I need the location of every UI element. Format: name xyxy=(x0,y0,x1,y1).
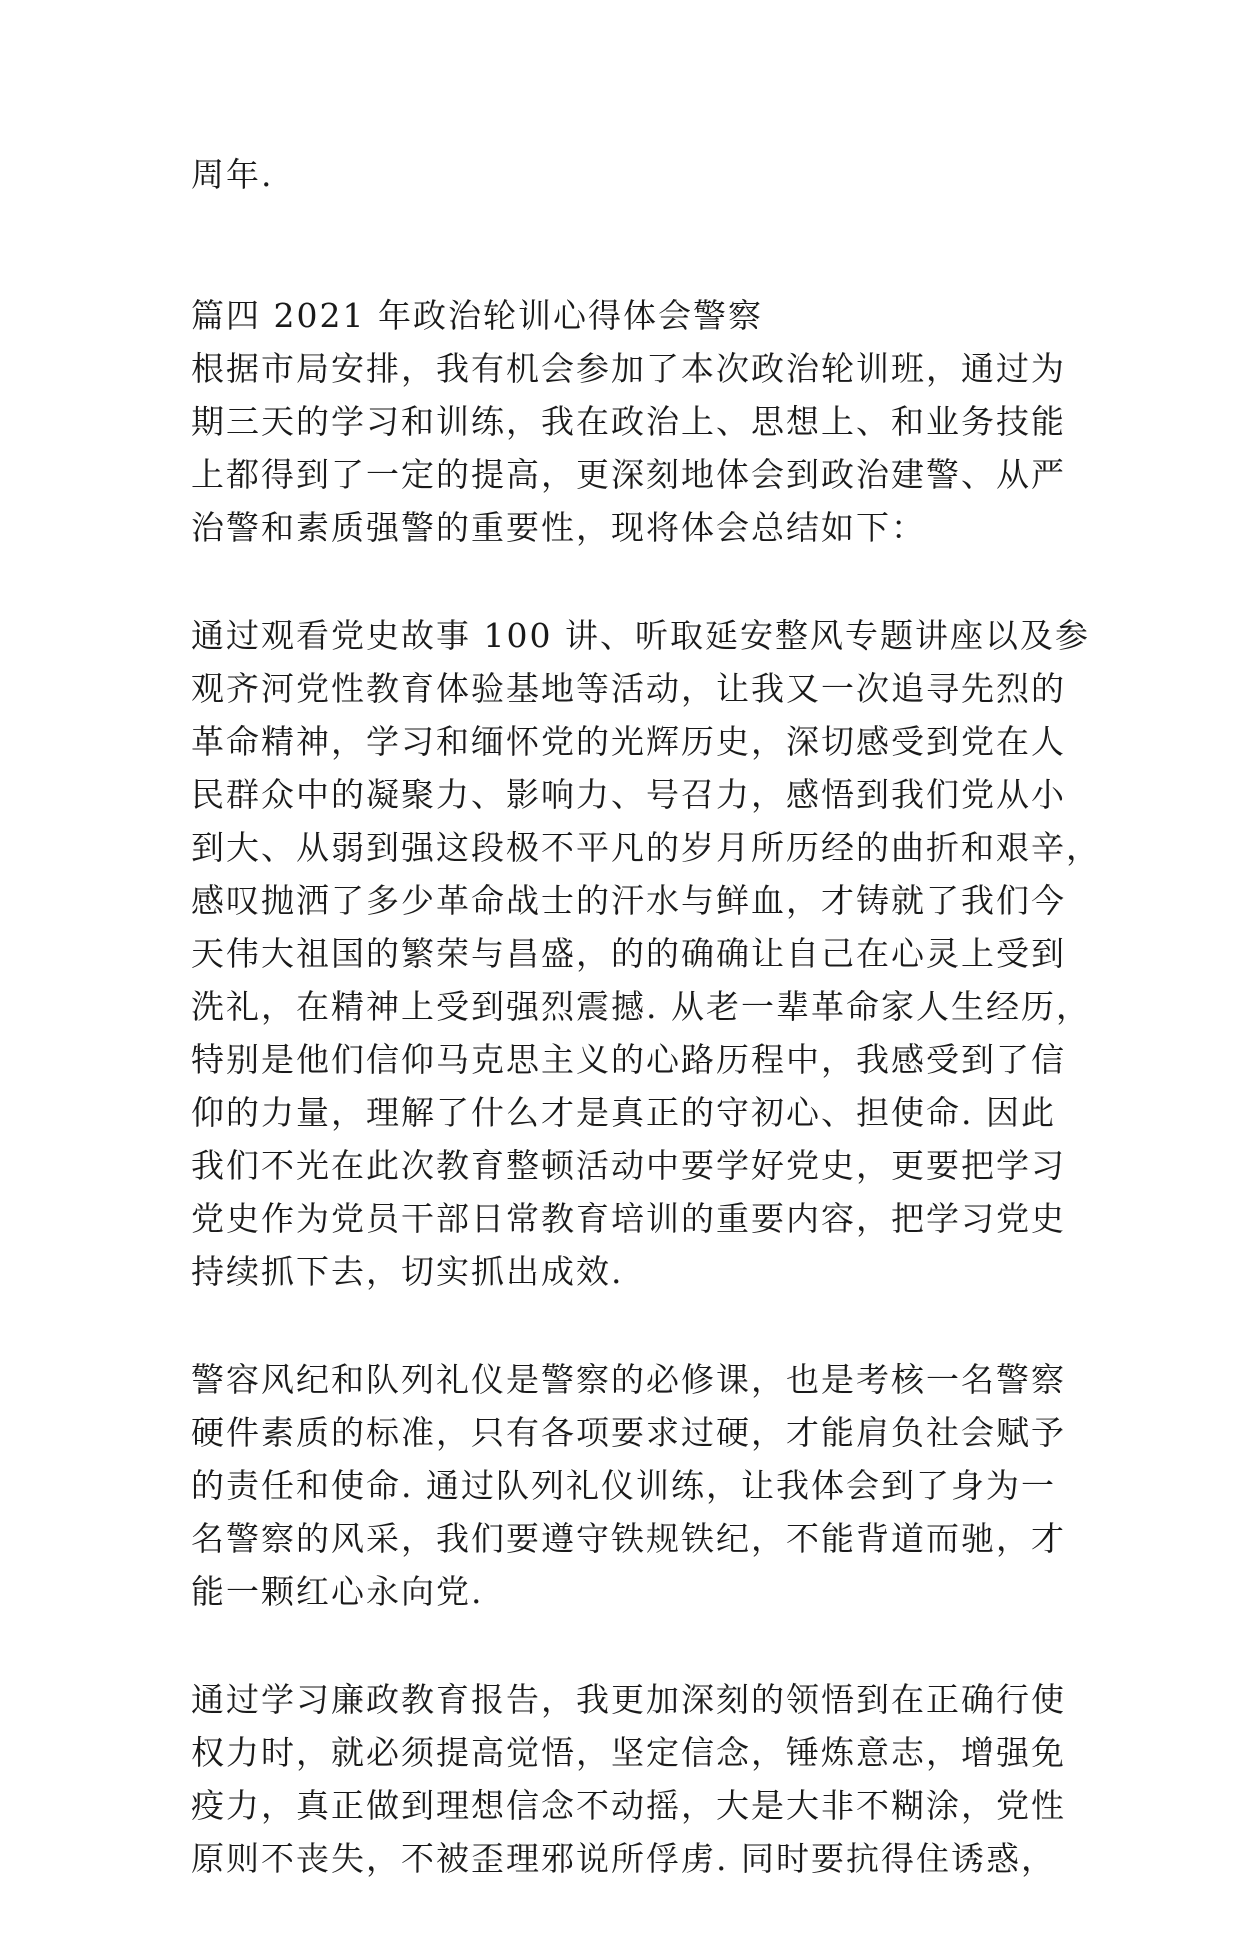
document-page xyxy=(191,148,1101,1940)
text-line: 治警和素质强警的重要性，现将体会总结如下： xyxy=(191,508,926,547)
text-line: 警容风纪和队列礼仪是警察的必修课，也是考核一名警察 xyxy=(191,1360,1066,1399)
paragraph-3 xyxy=(191,1353,1071,1618)
text-line: 持续抓下去，切实抓出成效. xyxy=(191,1252,624,1291)
continued-fragment xyxy=(191,148,1071,201)
text-line: 期三天的学习和训练，我在政治上、思想上、和业务技能 xyxy=(191,402,1066,441)
paragraph-4 xyxy=(191,1673,1071,1885)
text-line: 周年. xyxy=(191,155,274,194)
text-line: 硬件素质的标准，只有各项要求过硬，才能肩负社会赋予 xyxy=(191,1413,1066,1452)
text-line: 权力时，就必须提高觉悟，坚定信念，锤炼意志，增强免 xyxy=(191,1733,1066,1772)
text-line: 观齐河党性教育体验基地等活动，让我又一次追寻先烈的 xyxy=(191,669,1066,708)
text-line: 到大、从弱到强这段极不平凡的岁月所历经的曲折和艰辛， xyxy=(191,828,1101,867)
text-line: 通过学习廉政教育报告，我更加深刻的领悟到在正确行使 xyxy=(191,1680,1066,1719)
text-line: 革命精神，学习和缅怀党的光辉历史，深切感受到党在人 xyxy=(191,722,1066,761)
text-line: 我们不光在此次教育整顿活动中要学好党史，更要把学习 xyxy=(191,1146,1066,1185)
paragraph-2 xyxy=(191,609,1101,1298)
text-line: 天伟大祖国的繁荣与昌盛，的的确确让自己在心灵上受到 xyxy=(191,934,1066,973)
paragraph-1 xyxy=(191,342,1071,554)
text-line: 仰的力量，理解了什么才是真正的守初心、担使命. 因此 xyxy=(191,1093,1056,1132)
section-heading: 篇四 2021 年政治轮训心得体会警察 xyxy=(191,296,763,335)
text-line: 民群众中的凝聚力、影响力、号召力，感悟到我们党从小 xyxy=(191,775,1066,814)
text-line: 疫力，真正做到理想信念不动摇，大是大非不糊涂，党性 xyxy=(191,1786,1066,1825)
text-line: 根据市局安排，我有机会参加了本次政治轮训班，通过为 xyxy=(191,349,1066,388)
text-line: 党史作为党员干部日常教育培训的重要内容，把学习党史 xyxy=(191,1199,1066,1238)
text-line: 特别是他们信仰马克思主义的心路历程中，我感受到了信 xyxy=(191,1040,1066,1079)
text-line: 的责任和使命. 通过队列礼仪训练，让我体会到了身为一 xyxy=(191,1466,1056,1505)
text-line: 感叹抛洒了多少革命战士的汗水与鲜血，才铸就了我们今 xyxy=(191,881,1066,920)
text-line: 原则不丧失，不被歪理邪说所俘虏. 同时要抗得住诱惑， xyxy=(191,1839,1056,1878)
text-line: 洗礼，在精神上受到强烈震撼. 从老一辈革命家人生经历， xyxy=(191,987,1091,1026)
text-line: 通过观看党史故事 100 讲、听取延安整风专题讲座以及参 xyxy=(191,616,1090,655)
text-line: 上都得到了一定的提高，更深刻地体会到政治建警、从严 xyxy=(191,455,1066,494)
text-line: 名警察的风采，我们要遵守铁规铁纪，不能背道而驰，才 xyxy=(191,1519,1066,1558)
text-line: 能一颗红心永向党. xyxy=(191,1572,484,1611)
